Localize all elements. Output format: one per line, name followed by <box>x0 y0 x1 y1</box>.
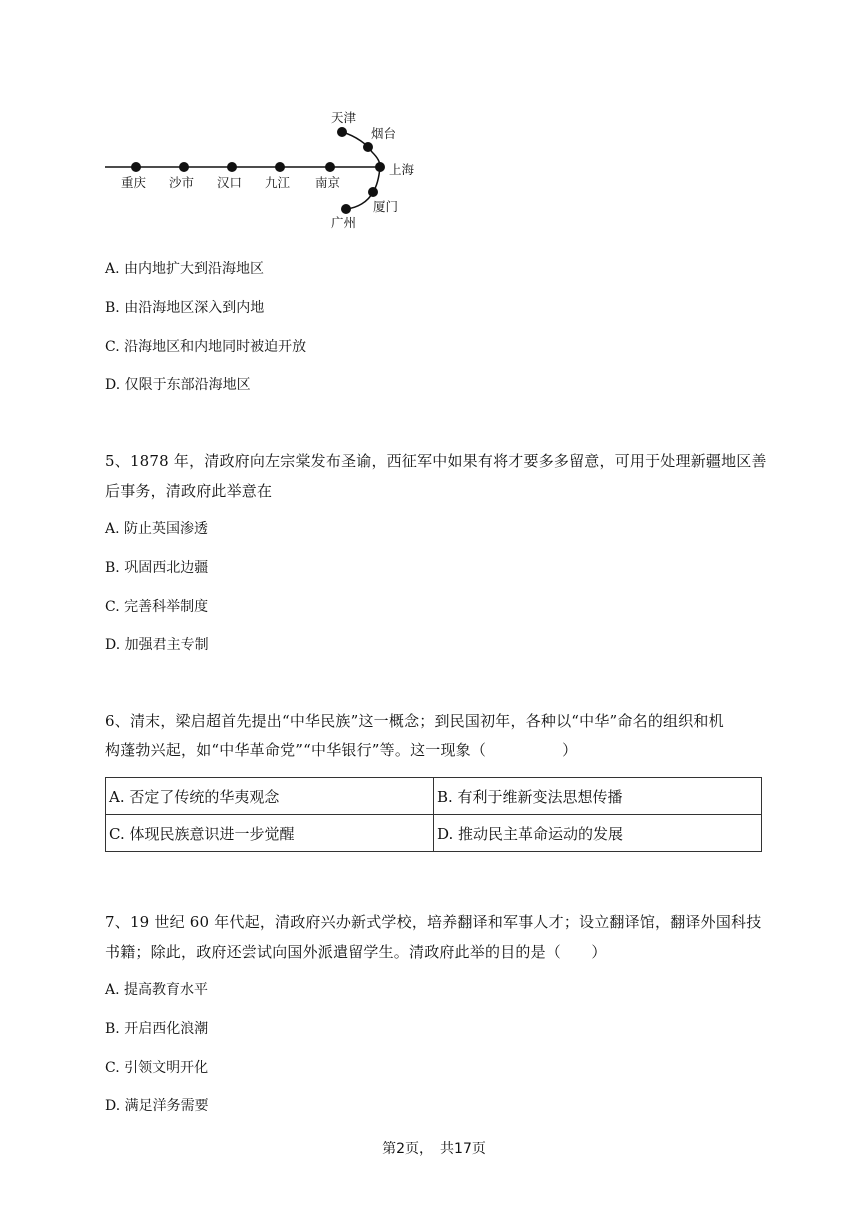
city-label-jiujiang: 九江 <box>265 175 291 190</box>
city-label-nanjing: 南京 <box>315 175 341 190</box>
city-dot-nanjing <box>325 162 335 172</box>
city-dot-yantai <box>363 142 373 152</box>
q5-stem-line2: 后事务，清政府此举意在 <box>105 482 273 500</box>
q6-stem-line2: 构蓬勃兴起，如“中华革命党”“中华银行”等。这一现象（ ） <box>105 741 578 759</box>
city-label-tianjin: 天津 <box>331 110 357 125</box>
q6-option-a: A. 否定了传统的华夷观念 <box>106 778 434 815</box>
q5-option-c: C. 完善科举制度 <box>105 599 209 615</box>
q7-option-b: B. 开启西化浪潮 <box>105 1021 209 1037</box>
table-row <box>106 815 762 852</box>
city-dot-tianjin <box>337 127 347 137</box>
q6-options-table <box>105 777 762 852</box>
q7-option-d: D. 满足洋务需要 <box>105 1098 209 1114</box>
city-dot-shashi <box>179 162 189 172</box>
city-dot-xiamen <box>368 187 378 197</box>
q5-option-d: D. 加强君主专制 <box>105 637 209 653</box>
q5-option-a: A. 防止英国渗透 <box>105 521 209 537</box>
city-label-yantai: 烟台 <box>371 126 397 141</box>
q4-option-a: A. 由内地扩大到沿海地区 <box>105 261 265 277</box>
city-dot-hankou <box>227 162 237 172</box>
q6-option-b: B. 有利于维新变法思想传播 <box>434 778 762 815</box>
city-dot-chongqing <box>131 162 141 172</box>
city-label-guangzhou: 广州 <box>331 215 357 230</box>
city-label-hankou: 汉口 <box>217 175 243 190</box>
q4-option-c: C. 沿海地区和内地同时被迫开放 <box>105 339 307 355</box>
city-label-shashi: 沙市 <box>169 175 195 190</box>
city-dot-guangzhou <box>341 204 351 214</box>
city-dot-shanghai <box>375 162 385 172</box>
page-number-footer: 第2页， 共17页 <box>382 1141 486 1157</box>
city-label-chongqing: 重庆 <box>121 175 147 190</box>
q4-option-b: B. 由沿海地区深入到内地 <box>105 300 265 316</box>
q7-stem-line1: 7、19 世纪 60 年代起，清政府兴办新式学校，培养翻译和军事人才；设立翻译馆，翻译外国科技 <box>105 913 762 931</box>
q7-option-a: A. 提高教育水平 <box>105 982 209 998</box>
q6-option-d: D. 推动民主革命运动的发展 <box>434 815 762 852</box>
treaty-ports-diagram <box>0 0 868 240</box>
q7-option-c: C. 引领文明开化 <box>105 1060 209 1076</box>
q5-stem-line1: 5、1878 年，清政府向左宗棠发布圣谕，西征军中如果有将才要多多留意，可用于处理新疆地区善 <box>105 452 767 470</box>
q7-stem-line2: 书籍；除此，政府还尝试向国外派遣留学生。清政府此举的目的是（ ） <box>105 943 607 961</box>
city-label-xiamen: 厦门 <box>373 199 399 214</box>
q4-option-d: D. 仅限于东部沿海地区 <box>105 377 251 393</box>
city-label-shanghai: 上海 <box>389 162 415 177</box>
q6-stem-line1: 6、清末，梁启超首先提出“中华民族”这一概念；到民国初年，各种以“中华”命名的组织和机 <box>105 712 724 730</box>
q5-option-b: B. 巩固西北边疆 <box>105 560 209 576</box>
q6-option-c: C. 体现民族意识进一步觉醒 <box>106 815 434 852</box>
city-dot-jiujiang <box>275 162 285 172</box>
table-row <box>106 778 762 815</box>
